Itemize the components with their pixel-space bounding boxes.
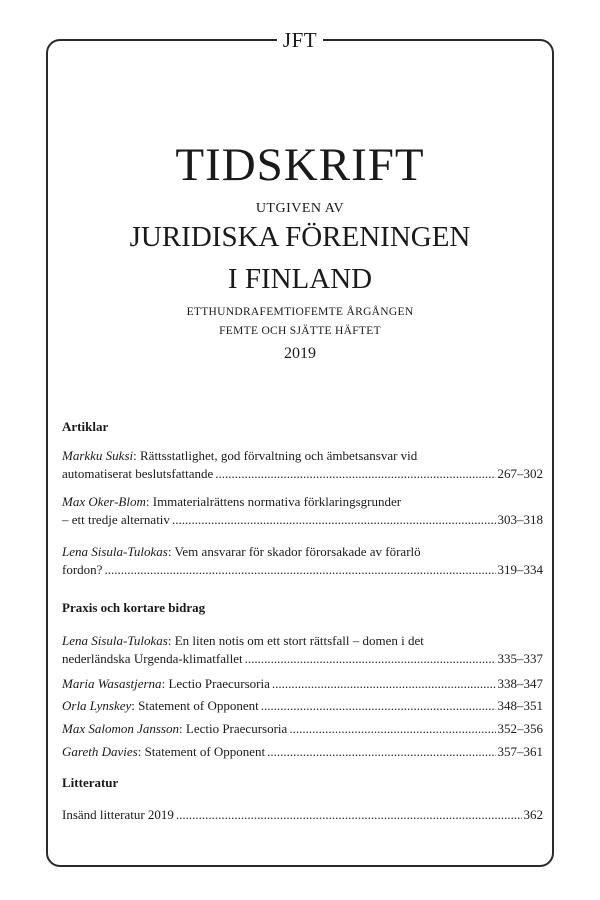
toc-pages: 352–356 (497, 721, 543, 736)
toc-pages: 362 (523, 807, 543, 822)
leader-dots (289, 720, 495, 738)
year-label: 2019 (284, 345, 316, 362)
toc-author: Gareth Davies (62, 744, 138, 759)
toc-title: Insänd litteratur 2019 (62, 807, 174, 822)
toc-title-cont: – ett tredje alternativ (62, 512, 170, 527)
leader-dots (176, 806, 522, 824)
toc-section-literature (62, 774, 543, 792)
toc-pages: 267–302 (497, 466, 543, 481)
toc-pages: 335–337 (497, 651, 543, 666)
leader-dots (104, 561, 495, 579)
toc-title: Rättsstatlighet, god förvaltning och ämbetsansvar vid (140, 448, 418, 463)
toc-author: Orla Lynskey (62, 698, 132, 713)
toc-section-praxis (62, 599, 543, 617)
toc-entry[interactable]: Lena Sisula-Tulokas: Vem ansvarar för skador förorsakade av förarlö fordon? ..... 319–334 (62, 543, 543, 579)
toc-pages: 319–334 (497, 562, 543, 577)
toc-title: Vem ansvarar för skador förorsakade av förarlö (174, 544, 421, 559)
journal-logo: JFT (0, 29, 600, 52)
toc-pages: 338–347 (497, 676, 543, 691)
toc-title-cont: automatiserat beslutsfattande (62, 466, 214, 481)
toc-entry[interactable]: Maria Wasastjerna: Lectio Praecursoria ..... 338–347 (62, 675, 543, 693)
section-heading: Praxis och kortare bidrag (62, 600, 206, 615)
toc-author: Lena Sisula-Tulokas (62, 544, 168, 559)
toc-pages: 357–361 (497, 744, 543, 759)
toc-entry[interactable]: Lena Sisula-Tulokas: En liten notis om ett stort rättsfall – domen i det nederländska Urgenda-klimatfallet ..... 335–337 (62, 632, 543, 668)
leader-dots (215, 465, 495, 483)
toc-author: Maria Wasastjerna (62, 676, 162, 691)
toc-title: Statement of Opponent (138, 698, 259, 713)
toc-title-cont: fordon? (62, 562, 103, 577)
toc-entry[interactable]: Markku Suksi: Rättsstatlighet, god förvaltning och ämbetsansvar vid automatiserat beslutsfattande ..... 267–302 (62, 447, 543, 483)
toc-title: En liten notis om ett stort rättsfall – domen i det (174, 633, 424, 648)
leader-dots (261, 697, 496, 715)
journal-title: TIDSKRIFT (175, 139, 425, 191)
toc-pages: 348–351 (497, 698, 543, 713)
toc-entry[interactable]: Orla Lynskey: Statement of Opponent ..... 348–351 (62, 697, 543, 715)
toc-title: Immaterialrättens normativa förklaringsgrunder (152, 494, 402, 509)
toc-pages: 303–318 (497, 512, 543, 527)
toc-title: Lectio Praecursoria (185, 721, 288, 736)
toc-title: Lectio Praecursoria (168, 676, 270, 691)
toc-entry[interactable]: Gareth Davies: Statement of Opponent ..... 357–361 (62, 743, 543, 761)
toc-title: Statement of Opponent (144, 744, 266, 759)
toc-entry[interactable]: Max Oker-Blom: Immaterialrättens normativa förklaringsgrunder – ett tredje alternativ ..... 303–318 (62, 493, 543, 529)
toc-author: Markku Suksi (62, 448, 134, 463)
leader-dots (172, 511, 496, 529)
issue-label: FEMTE OCH SJÄTTE HÄFTET (219, 325, 381, 337)
leader-dots (267, 743, 495, 761)
toc-entry[interactable] (62, 806, 543, 824)
toc-author: Lena Sisula-Tulokas (62, 633, 168, 648)
toc-author: Max Oker-Blom (62, 494, 146, 509)
section-heading: Litteratur (62, 775, 119, 790)
toc-entry[interactable]: Max Salomon Jansson: Lectio Praecursoria ..... 352–356 (62, 720, 543, 738)
leader-dots (272, 675, 496, 693)
publisher-intro: UTGIVEN AV (255, 201, 345, 216)
volume-label: ETTHUNDRAFEMTIOFEMTE ÅRGÅNGEN (186, 306, 414, 318)
leader-dots (245, 650, 496, 668)
toc-section-articles (62, 418, 543, 436)
publisher-name-line1: JURIDISKA FÖRENINGEN (129, 221, 471, 253)
section-heading: Artiklar (62, 419, 109, 434)
toc-title-cont: nederländska Urgenda-klimatfallet (62, 651, 243, 666)
toc-author: Max Salomon Jansson (62, 721, 179, 736)
publisher-name-line2: I FINLAND (227, 263, 373, 295)
